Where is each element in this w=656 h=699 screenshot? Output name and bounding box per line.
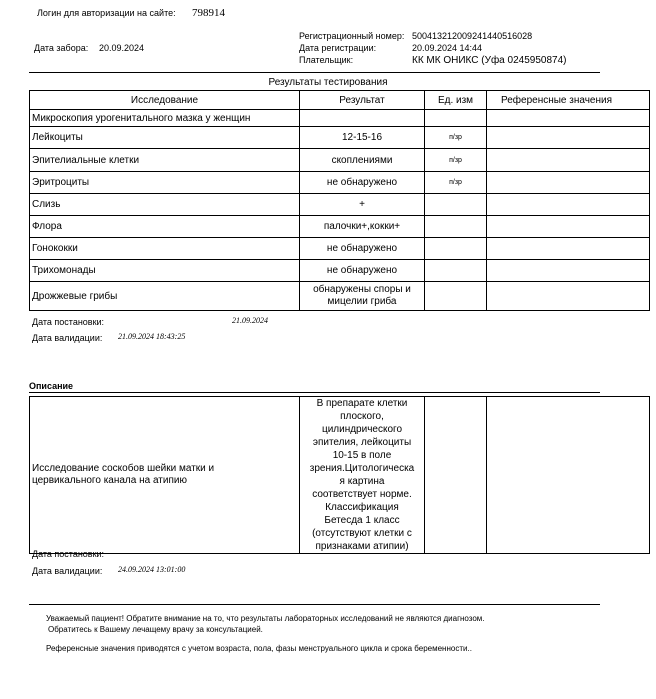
test-result: палочки+,кокки+ bbox=[300, 216, 425, 238]
test-reference bbox=[487, 149, 650, 172]
test-reference bbox=[487, 127, 650, 149]
test-reference bbox=[487, 172, 650, 194]
test-result: не обнаружено bbox=[300, 238, 425, 260]
description-validation-label: Дата валидации: bbox=[32, 566, 103, 576]
description-validation-value: 24.09.2024 13:01:00 bbox=[118, 565, 186, 574]
test-name: Эритроциты bbox=[30, 172, 300, 194]
description-test-name: Исследование соскобов шейки матки и цервикального канала на атипию bbox=[30, 397, 300, 554]
validation-date-value: 21.09.2024 18:43:25 bbox=[118, 332, 186, 341]
table-row bbox=[30, 238, 650, 260]
table-row bbox=[30, 149, 650, 172]
reg-date-label: Дата регистрации: bbox=[299, 43, 377, 53]
posting-date-value: 21.09.2024 bbox=[232, 316, 268, 325]
footer-divider bbox=[29, 604, 600, 605]
description-title: Описание bbox=[29, 381, 74, 391]
test-unit bbox=[425, 282, 487, 311]
test-reference bbox=[487, 282, 650, 311]
results-header-row bbox=[30, 91, 650, 110]
payer-value: КК МК ОНИКС (Уфа 0245950874) bbox=[412, 55, 567, 66]
test-unit: п/зр bbox=[425, 127, 487, 149]
col-header-reference: Референсные значения bbox=[487, 91, 650, 110]
test-name: Эпителиальные клетки bbox=[30, 149, 300, 172]
test-unit bbox=[425, 260, 487, 282]
test-reference bbox=[487, 216, 650, 238]
col-header-unit: Ед. изм bbox=[425, 91, 487, 110]
test-unit bbox=[425, 238, 487, 260]
table-row bbox=[30, 216, 650, 238]
test-unit bbox=[425, 194, 487, 216]
payer-label: Плательщик: bbox=[299, 55, 354, 65]
test-name: Слизь bbox=[30, 194, 300, 216]
test-name: Трихомонады bbox=[30, 260, 300, 282]
login-label: Логин для авторизации на сайте: bbox=[37, 8, 176, 18]
test-unit bbox=[425, 216, 487, 238]
reg-date-value: 20.09.2024 14:44 bbox=[412, 43, 483, 53]
header-divider bbox=[29, 72, 600, 73]
test-name: Гонококки bbox=[30, 238, 300, 260]
test-result: скоплениями bbox=[300, 149, 425, 172]
test-name: Дрожжевые грибы bbox=[30, 282, 300, 311]
test-unit: п/зр bbox=[425, 172, 487, 194]
test-result: не обнаружено bbox=[300, 172, 425, 194]
footer-note-reference: Референсные значения приводятся с учетом возраста, пола, фазы менструального цикла и срока беременности.. bbox=[46, 644, 472, 653]
col-header-result: Результат bbox=[300, 91, 425, 110]
results-table bbox=[29, 90, 650, 311]
table-row bbox=[30, 260, 650, 282]
description-result: В препарате клетки плоского, цилиндрического эпителия, лейкоциты 10-15 в поле зрения.Цитологическа я картина соответствует норме. Классификация Бетесда 1 класс (отсутствуют клетки с признаками атипии) bbox=[300, 397, 425, 554]
section-row bbox=[30, 110, 650, 127]
test-name: Флора bbox=[30, 216, 300, 238]
table-row bbox=[30, 172, 650, 194]
table-row bbox=[30, 282, 650, 311]
results-title: Результаты тестирования bbox=[268, 77, 388, 88]
section-title: Микроскопия урогенитального мазка у женщин bbox=[30, 110, 300, 127]
description-posting-label: Дата постановки: bbox=[32, 549, 105, 559]
test-unit: п/зр bbox=[425, 149, 487, 172]
test-result: 12-15-16 bbox=[300, 127, 425, 149]
reg-number-label: Регистрационный номер: bbox=[299, 31, 405, 41]
footer-note-consult: Обратитесь к Вашему лечащему врачу за консультацией. bbox=[48, 625, 263, 634]
test-name: Лейкоциты bbox=[30, 127, 300, 149]
table-row bbox=[30, 127, 650, 149]
description-divider bbox=[29, 392, 600, 393]
reg-number-value: 500413212009241440516028 bbox=[412, 31, 533, 41]
test-result: не обнаружено bbox=[300, 260, 425, 282]
posting-date-label: Дата постановки: bbox=[32, 317, 105, 327]
description-table bbox=[29, 396, 650, 554]
test-result: + bbox=[300, 194, 425, 216]
col-header-test: Исследование bbox=[30, 91, 300, 110]
test-reference bbox=[487, 238, 650, 260]
table-row bbox=[30, 194, 650, 216]
test-reference bbox=[487, 194, 650, 216]
login-value: 798914 bbox=[192, 7, 225, 19]
footer-note-diagnosis: Уважаемый пациент! Обратите внимание на то, что результаты лабораторных исследований не являются диагнозом. bbox=[46, 614, 485, 623]
table-row bbox=[30, 397, 650, 554]
collection-date-value: 20.09.2024 bbox=[99, 43, 145, 53]
validation-date-label: Дата валидации: bbox=[32, 333, 103, 343]
collection-date-label: Дата забора: bbox=[34, 43, 89, 53]
test-reference bbox=[487, 260, 650, 282]
test-result: обнаружены споры и мицелии гриба bbox=[300, 282, 425, 311]
